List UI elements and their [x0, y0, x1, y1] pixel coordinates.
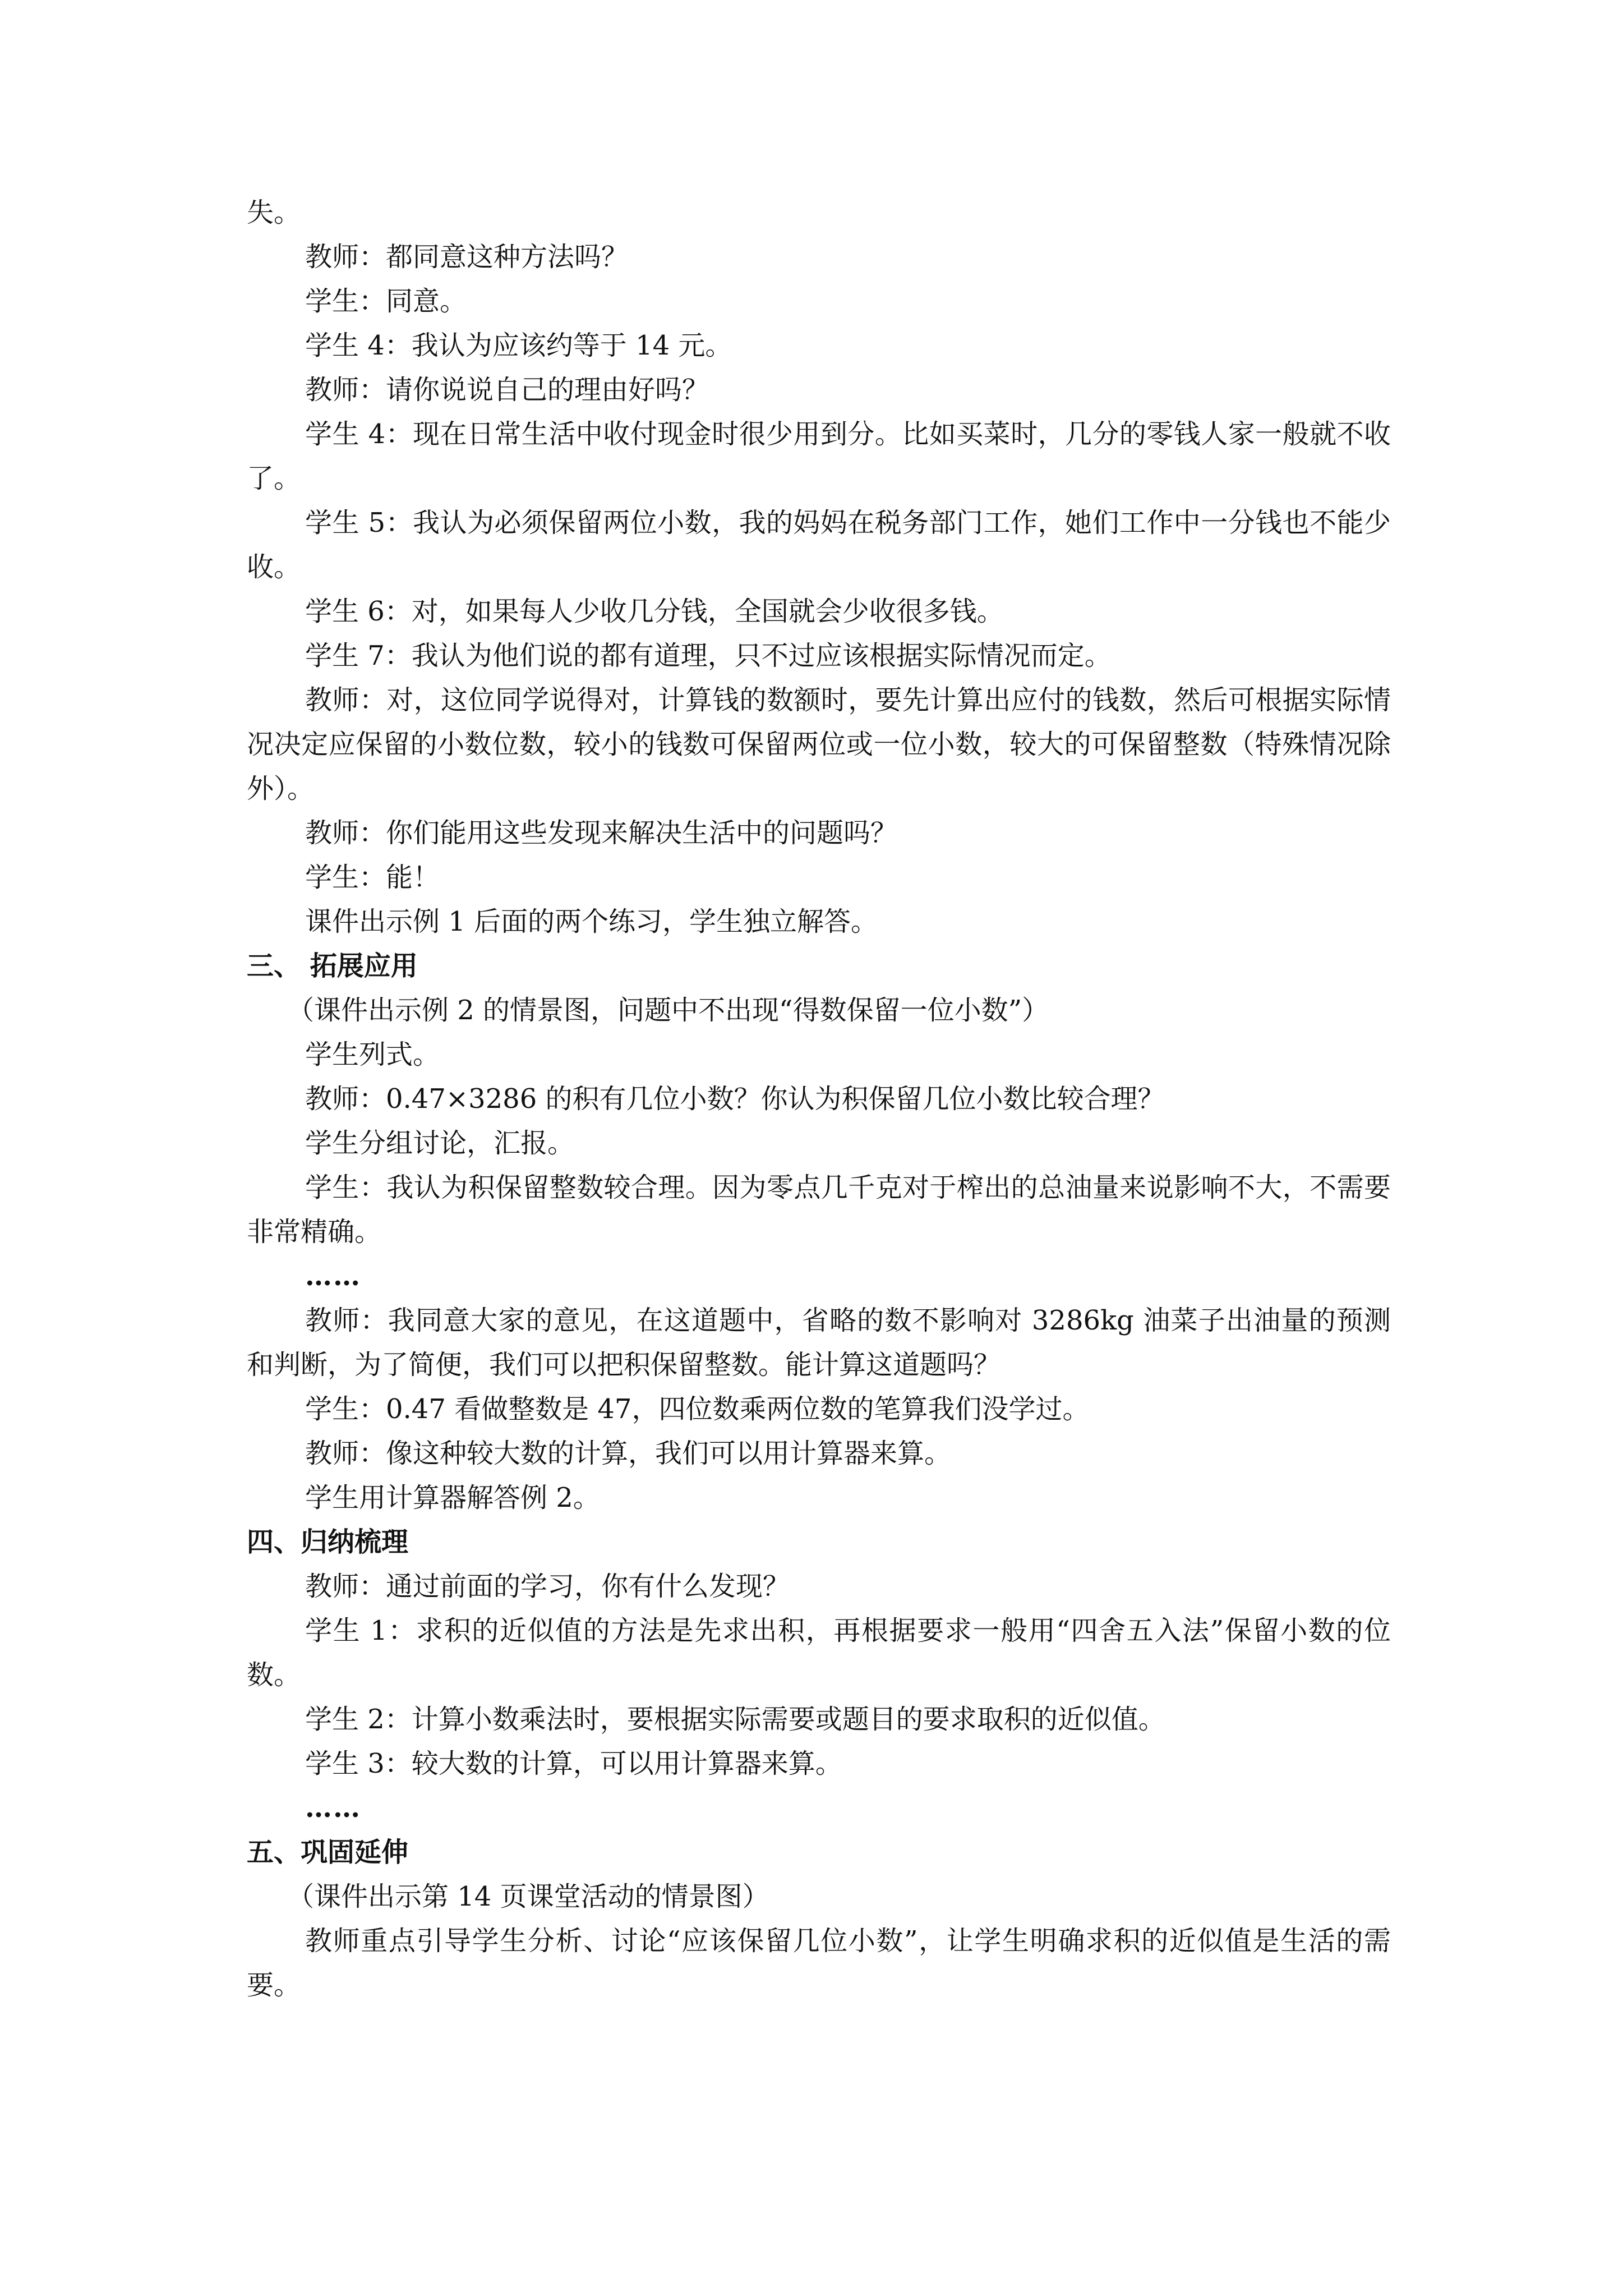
paragraph: 教师：你们能用这些发现来解决生活中的问题吗？ [305, 817, 898, 849]
document-page [247, 191, 1391, 2008]
paragraph: 学生：能！ [305, 862, 440, 893]
paragraph: 学生 5：我认为必须保留两位小数，我的妈妈在税务部门工作，她们工作中一分钱也不能少收。 [247, 507, 1391, 583]
paragraph: 学生用计算器解答例 2。 [305, 1482, 600, 1513]
paragraph: 教师：0.47×3286 的积有几位小数？你认为积保留几位小数比较合理？ [305, 1083, 1165, 1115]
paragraph: （课件出示第 14 页课堂活动的情景图） [287, 1881, 769, 1912]
section-heading: 五、巩固延伸 [247, 1837, 409, 1868]
paragraph: 学生分组讨论，汇报。 [305, 1128, 575, 1159]
paragraph: 教师：对，这位同学说得对，计算钱的数额时，要先计算出应付的钱数，然后可根据实际情况决定应保留的小数位数，较小的钱数可保留两位或一位小数，较大的可保留整数（特殊情况除外）。 [247, 684, 1391, 804]
paragraph: 学生 3：较大数的计算，可以用计算器来算。 [305, 1748, 842, 1779]
paragraph: 教师：我同意大家的意见，在这道题中，省略的数不影响对 3286kg 油菜子出油量的预测和判断，为了简便，我们可以把积保留整数。能计算这道题吗？ [247, 1305, 1391, 1381]
paragraph: 学生：同意。 [305, 286, 467, 317]
paragraph: 失。 [247, 197, 301, 228]
paragraph: 教师：通过前面的学习，你有什么发现？ [305, 1571, 790, 1602]
section-heading: 三、 拓展应用 [247, 950, 418, 982]
paragraph: 学生列式。 [305, 1039, 440, 1070]
paragraph: 教师：请你说说自己的理由好吗？ [305, 374, 709, 406]
paragraph: 学生 6：对，如果每人少收几分钱，全国就会少收很多钱。 [305, 596, 1004, 627]
ellipsis-line: …… [305, 1260, 361, 1292]
paragraph: 课件出示例 1 后面的两个练习，学生独立解答。 [305, 906, 878, 937]
paragraph: 学生：我认为积保留整数较合理。因为零点几千克对于榨出的总油量来说影响不大，不需要非常精确。 [247, 1172, 1391, 1248]
paragraph: （课件出示例 2 的情景图，问题中不出现“得数保留一位小数”） [287, 995, 1049, 1026]
paragraph: 学生 4：我认为应该约等于 14 元。 [305, 330, 732, 361]
paragraph: 学生 2：计算小数乘法时，要根据实际需要或题目的要求取积的近似值。 [305, 1704, 1165, 1735]
section-heading: 四、归纳梳理 [247, 1526, 409, 1558]
paragraph: 学生：0.47 看做整数是 47，四位数乘两位数的笔算我们没学过。 [305, 1393, 1090, 1425]
paragraph: 学生 4：现在日常生活中收付现金时很少用到分。比如买菜时，几分的零钱人家一般就不收了。 [247, 418, 1391, 494]
paragraph: 学生 7：我认为他们说的都有道理，只不过应该根据实际情况而定。 [305, 640, 1112, 671]
paragraph: 学生 1：求积的近似值的方法是先求出积，再根据要求一般用“四舍五入法”保留小数的位数。 [247, 1615, 1391, 1691]
ellipsis-line: …… [305, 1792, 361, 1824]
paragraph: 教师：像这种较大数的计算，我们可以用计算器来算。 [305, 1438, 952, 1469]
paragraph: 教师：都同意这种方法吗？ [305, 241, 629, 273]
paragraph: 教师重点引导学生分析、讨论“应该保留几位小数”，让学生明确求积的近似值是生活的需要。 [247, 1925, 1391, 2001]
